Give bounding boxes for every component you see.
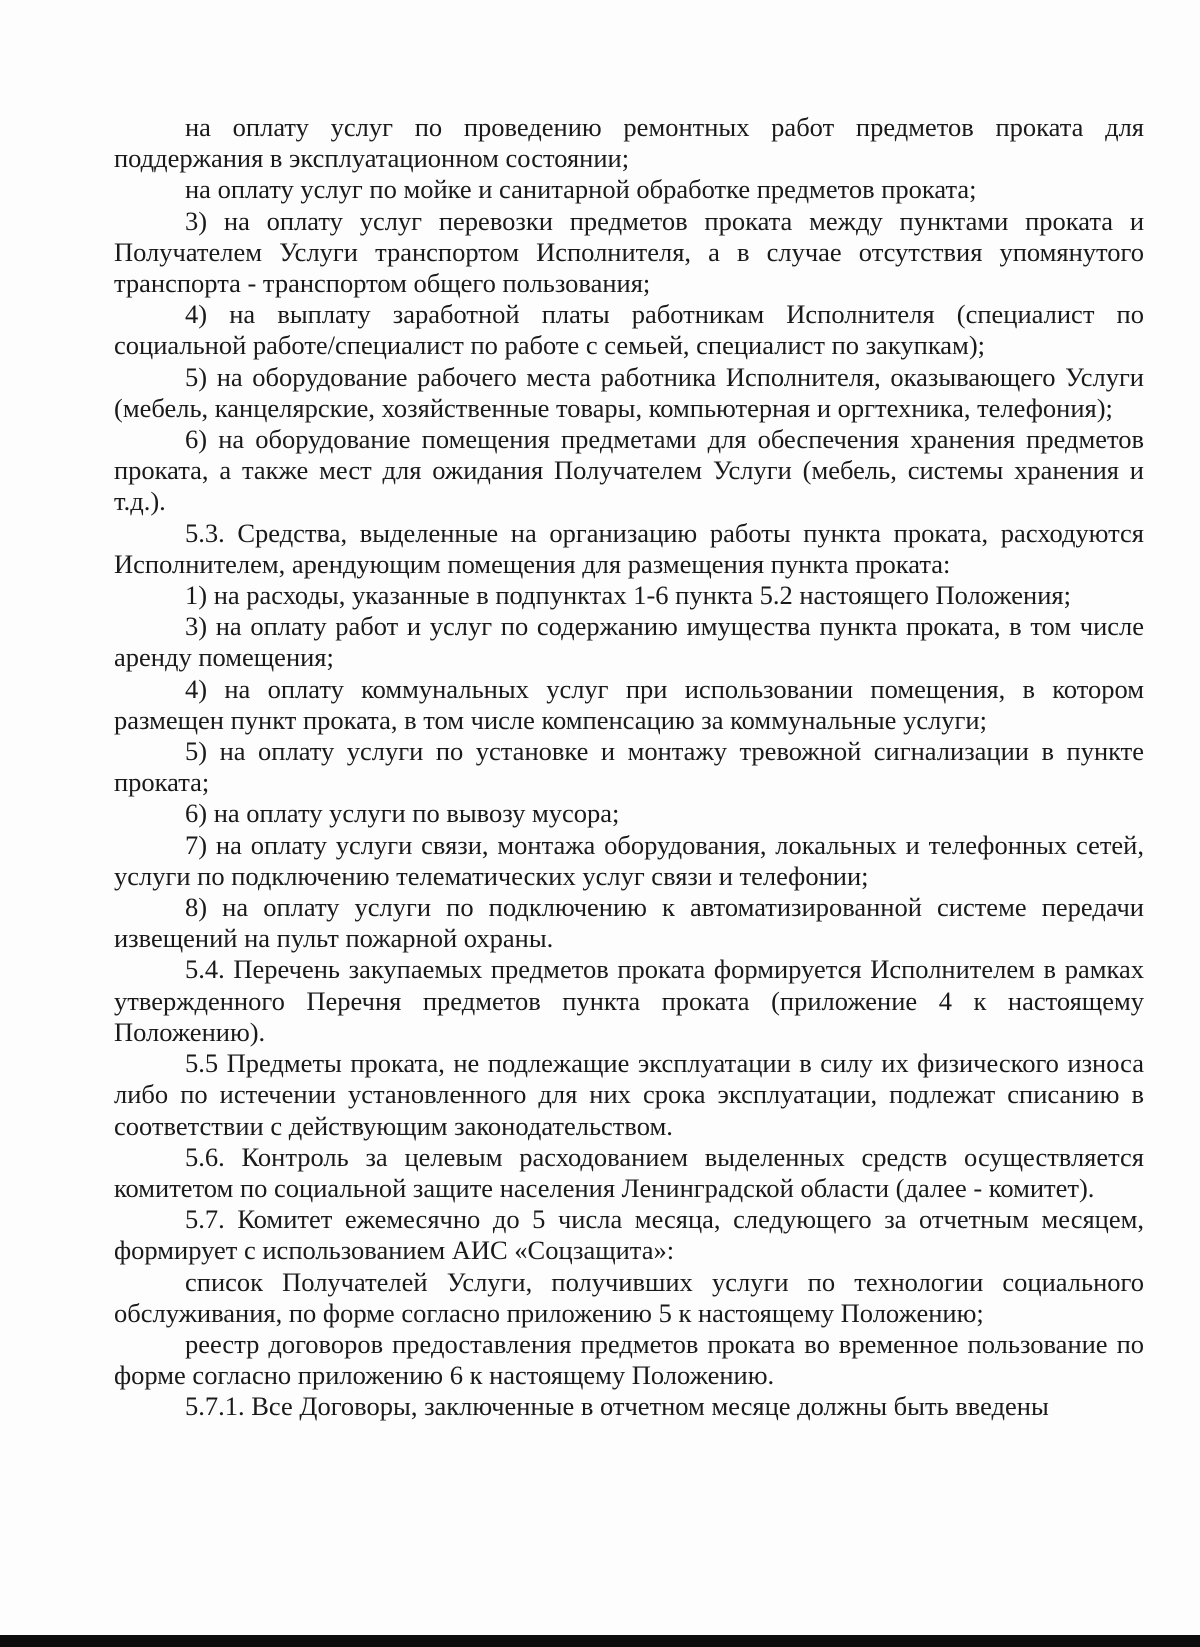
document-body — [114, 112, 1144, 1423]
paragraph: 3) на оплату услуг перевозки предметов проката между пунктами проката и Получателем Услуги транспортом Исполнителя, а в случае отсутствия упомянутого транспорта - транспортом общего пользования; — [114, 205, 1144, 299]
paragraph: 5.5 Предметы проката, не подлежащие эксплуатации в силу их физического износа либо по истечении установленного для них срока эксплуатации, подлежат списанию в соответствии с действующим законодательством. — [114, 1048, 1144, 1141]
paragraph: 5.7.1. Все Договоры, заключенные в отчетном месяце должны быть введены — [185, 1391, 1049, 1422]
paragraph: 5.3. Средства, выделенные на организацию работы пункта проката, расходуются Исполнителем, арендующим помещения для размещения пункта проката: — [114, 517, 1144, 579]
scan-edge-bar — [0, 1635, 1200, 1647]
paragraph: 5.6. Контроль за целевым расходованием выделенных средств осуществляется комитетом по социальной защите населения Ленинградской области (далее - комитет). — [114, 1141, 1144, 1203]
paragraph: 5.4. Перечень закупаемых предметов проката формируется Исполнителем в рамках утвержденного Перечня предметов пункта проката (приложение 4 к настоящему Положению). — [114, 954, 1144, 1047]
paragraph: 6) на оплату услуги по вывозу мусора; — [185, 798, 620, 829]
paragraph: 4) на оплату коммунальных услуг при использовании помещения, в котором размещен пункт проката, в том числе компенсацию за коммунальные услуги; — [114, 673, 1144, 735]
paragraph: 7) на оплату услуги связи, монтажа оборудования, локальных и телефонных сетей, услуги по подключению телематических услуг связи и телефонии; — [114, 829, 1144, 891]
paragraph: 1) на расходы, указанные в подпунктах 1-6 пункта 5.2 настоящего Положения; — [185, 580, 1071, 611]
paragraph: 4) на выплату заработной платы работникам Исполнителя (специалист по социальной работе/специалист по работе с семьей, специалист по закупкам); — [114, 299, 1144, 361]
paragraph: на оплату услуг по мойке и санитарной обработке предметов проката; — [185, 174, 977, 205]
paragraph: реестр договоров предоставления предметов проката во временное пользование по форме согласно приложению 6 к настоящему Положению. — [114, 1328, 1144, 1391]
paragraph: 6) на оборудование помещения предметами для обеспечения хранения предметов проката, а также мест для ожидания Получателем Услуги (мебель, системы хранения и т.д.). — [114, 424, 1144, 517]
paragraph: 8) на оплату услуги по подключению к автоматизированной системе передачи извещений на пульт пожарной охраны. — [114, 892, 1144, 954]
paragraph: список Получателей Услуги, получивших услуги по технологии социального обслуживания, по форме согласно приложению 5 к настоящему Положению; — [114, 1266, 1144, 1328]
paragraph: 5.7. Комитет ежемесячно до 5 числа месяца, следующего за отчетным месяцем, формирует с использованием АИС «Соцзащита»: — [114, 1204, 1144, 1266]
paragraph: 3) на оплату работ и услуг по содержанию имущества пункта проката, в том числе аренду помещения; — [114, 611, 1144, 673]
paragraph: 5) на оплату услуги по установке и монтажу тревожной сигнализации в пункте проката; — [114, 736, 1144, 798]
paragraph: 5) на оборудование рабочего места работника Исполнителя, оказывающего Услуги (мебель, канцелярские, хозяйственные товары, компьютерная и оргтехника, телефония); — [114, 361, 1144, 423]
paragraph: на оплату услуг по проведению ремонтных работ предметов проката для поддержания в эксплуатационном состоянии; — [114, 112, 1144, 174]
